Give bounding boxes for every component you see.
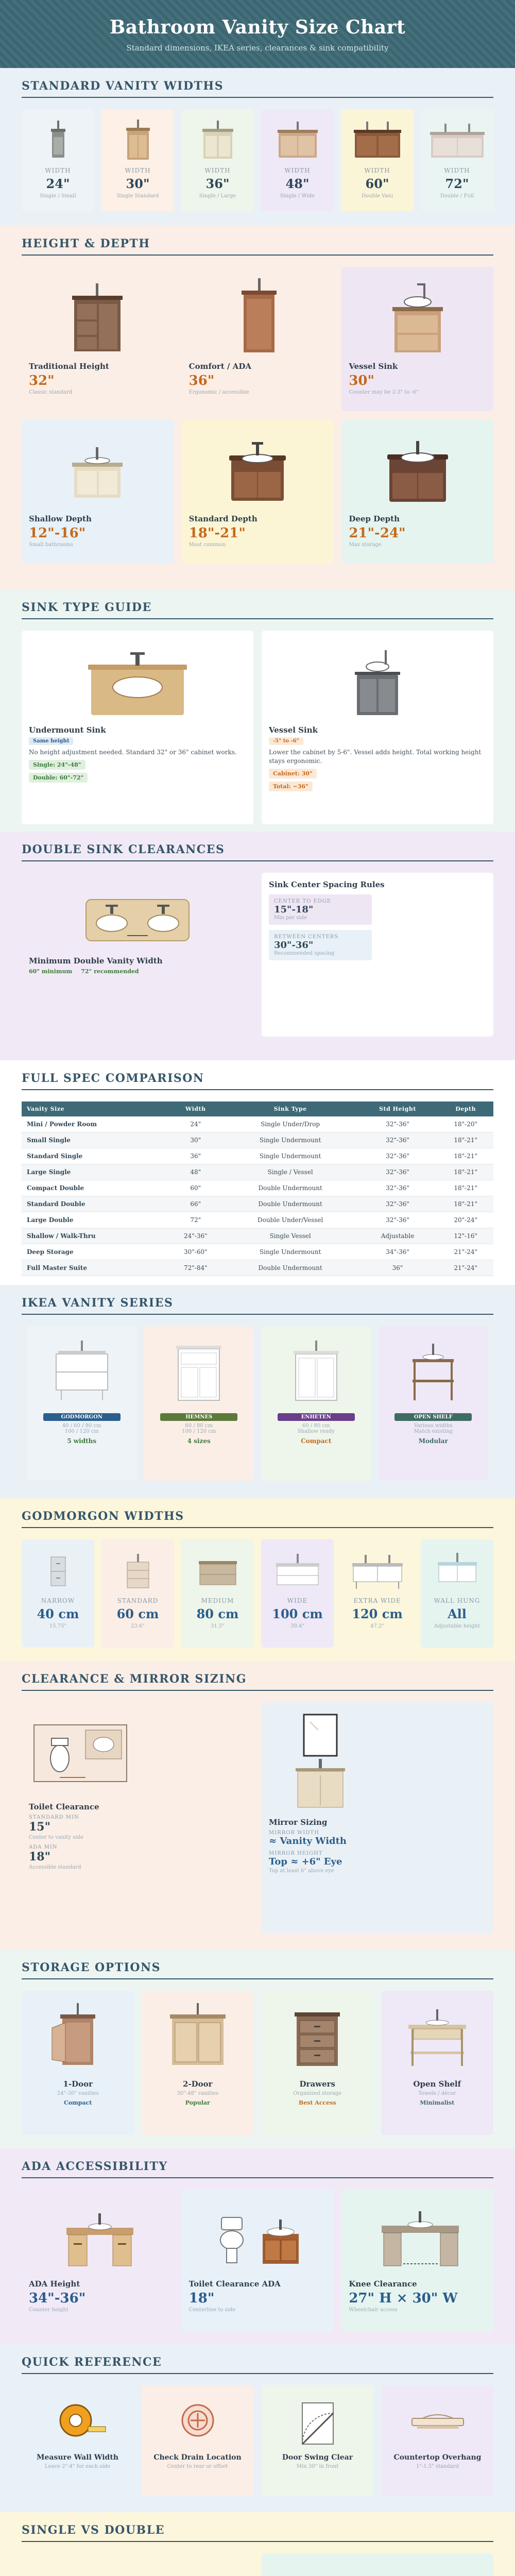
section-title: HEIGHT & DEPTH: [22, 237, 493, 256]
ada-card: ADA Height 34"-36" Counter height: [22, 2190, 174, 2332]
table-cell: 32"-36": [357, 1148, 438, 1164]
quick-card: Measure Wall Width Leave 2"-4" for each side: [22, 2385, 133, 2496]
table-cell: 32"-36": [357, 1132, 438, 1148]
traditional-vanity-icon: [59, 274, 136, 357]
narrow-cabinet-icon: [43, 1547, 74, 1593]
table-cell: 24"-36": [168, 1228, 224, 1244]
quick-card: Countertop Overhang 1"-1.5" standard: [382, 2385, 493, 2496]
vessel-sink-icon: [321, 638, 434, 720]
table-cell: 21"-24": [438, 1260, 493, 1276]
godmorgon-card: STANDARD 60 cm 23.6": [101, 1539, 174, 1648]
section-double-sink: [0, 832, 515, 1060]
table-cell: Adjustable: [357, 1228, 438, 1244]
toilet-clearance-card: Toilet Clearance STANDARD MIN 15" Center to vanity side ADA MIN 18" Accessible standard: [22, 1702, 253, 1934]
section-height-depth: [0, 226, 515, 589]
table-cell: Single Undermount: [224, 1244, 357, 1260]
table-cell: 20"-24": [438, 1212, 493, 1228]
tape-measure-icon: [47, 2393, 109, 2449]
rule-box: BETWEEN CENTERS 30"-36" Recommended spacing: [269, 930, 372, 960]
double-width-card: Minimum Double Vanity Width 60" minimum 72" recommended: [22, 873, 253, 1043]
section-title: FULL SPEC COMPARISON: [22, 1072, 493, 1090]
table-cell: Compact Double: [22, 1180, 168, 1196]
section-title: ADA ACCESSIBILITY: [22, 2160, 493, 2178]
section-title: QUICK REFERENCE: [22, 2355, 493, 2374]
table-row: [22, 1164, 493, 1180]
section-godmorgon: [0, 1498, 515, 1661]
godmorgon-card: WIDE 100 cm 39.4": [261, 1539, 334, 1648]
medium-cabinet-icon: [195, 1547, 241, 1593]
table-cell: 48": [168, 1164, 224, 1180]
table-cell: Single Undermount: [224, 1132, 357, 1148]
table-row: [22, 1148, 493, 1164]
toilet-floorplan-icon: [29, 1709, 132, 1797]
table-cell: 36": [357, 1260, 438, 1276]
storage-card: Drawers Organized storage Best Access: [261, 1991, 374, 2135]
vessel-card: Vessel Sink -5" to -6" Lower the cabinet by 5-6". Vessel adds height. Total working height stays ergonomic. Cabinet: 30" Total: ~36": [262, 631, 493, 824]
table-row: [22, 1228, 493, 1244]
vessel-vanity-icon: [379, 274, 456, 357]
vanity-icon: [274, 116, 321, 163]
ikea-card: OPEN SHELF Various widths Match existing Modular: [379, 1326, 489, 1481]
page-header: [0, 0, 515, 68]
table-cell: 32"-36": [357, 1116, 438, 1132]
table-row: [22, 1196, 493, 1212]
vanity-icon: [120, 116, 156, 163]
table-cell: Double Under/Vessel: [224, 1212, 357, 1228]
mirror-sizing-card: Mirror Sizing MIRROR WIDTH ≈ Vanity Width MIRROR HEIGHT Top ≈ +6" Eye Top at least 6" above eye: [262, 1702, 493, 1934]
depth-card: Standard Depth 18"-21" Most common: [182, 419, 334, 564]
table-cell: 18"-21": [438, 1148, 493, 1164]
section-title: IKEA VANITY SERIES: [22, 1296, 493, 1315]
godmorgon-card: NARROW 40 cm 15.75": [22, 1539, 94, 1648]
table-cell: Standard Single: [22, 1148, 168, 1164]
table-row: [22, 1180, 493, 1196]
table-cell: 72"-84": [168, 1260, 224, 1276]
page-subtitle: Standard dimensions, IKEA series, clearances & sink compatibility: [126, 43, 389, 53]
section-title: STORAGE OPTIONS: [22, 1961, 493, 1979]
section-title: CLEARANCE & MIRROR SIZING: [22, 1672, 493, 1691]
table-cell: Mini / Powder Room: [22, 1116, 168, 1132]
extra-wide-cabinet-icon: [349, 1547, 406, 1593]
mirror-vanity-icon: [269, 1709, 372, 1812]
section-sink-type: [0, 589, 515, 832]
table-cell: 30"-60": [168, 1244, 224, 1260]
table-cell: 18"-21": [438, 1164, 493, 1180]
depth-card: Deep Depth 21"-24" Max storage: [341, 419, 493, 564]
width-card: WIDTH 60" Double Vani: [341, 109, 414, 211]
table-cell: Standard Double: [22, 1196, 168, 1212]
godmorgon-card: WALL HUNG All Adjustable height: [421, 1539, 493, 1648]
section-clearance: [0, 1661, 515, 1950]
table-cell: Small Single: [22, 1132, 168, 1148]
table-cell: 32"-36": [357, 1180, 438, 1196]
table-cell: 66": [168, 1196, 224, 1212]
width-card: WIDTH 24" Single / Small: [22, 109, 94, 211]
table-row: [22, 1212, 493, 1228]
table-cell: Single Under/Drop: [224, 1116, 357, 1132]
table-cell: 21"-24": [438, 1244, 493, 1260]
section-single-double: [0, 2512, 515, 2576]
table-cell: Double Undermount: [224, 1260, 357, 1276]
wall-hung-cabinet-icon: [432, 1547, 483, 1593]
table-cell: 18"-21": [438, 1132, 493, 1148]
ada-vanity-icon: [46, 2197, 149, 2274]
height-card: Traditional Height 32" Classic standard: [22, 267, 174, 411]
ada-card: Knee Clearance 27" H × 30" W Wheelchair access: [341, 2190, 493, 2332]
table-cell: 18"-21": [438, 1180, 493, 1196]
table-cell: Shallow / Walk-Thru: [22, 1228, 168, 1244]
table-cell: Full Master Suite: [22, 1260, 168, 1276]
hemnes-icon: [163, 1333, 235, 1411]
table-cell: 18"-20": [438, 1116, 493, 1132]
enheten-icon: [280, 1333, 352, 1411]
width-card: WIDTH 36" Single / Large: [181, 109, 254, 211]
drain-icon: [167, 2393, 229, 2449]
godmorgon-card: EXTRA WIDE 120 cm 47.2": [341, 1539, 414, 1648]
double-vanity-icon: [305, 2561, 450, 2576]
double-sink-icon: [81, 879, 194, 951]
table-cell: 60": [168, 1180, 224, 1196]
storage-card: 1-Door 24"-30" vanities Compact: [22, 1991, 134, 2135]
table-cell: 32"-36": [357, 1164, 438, 1180]
shallow-vanity-icon: [59, 427, 136, 509]
undermount-card: Undermount Sink Same height No height adjustment needed. Standard 32" or 36" cabinet works. Single: 24"-48" Double: 60"-72": [22, 631, 253, 824]
section-title: SINGLE VS DOUBLE: [22, 2523, 493, 2542]
standard-depth-vanity-icon: [219, 427, 296, 509]
vanity-icon: [429, 116, 486, 163]
width-card: WIDTH 48" Single / Wide: [261, 109, 334, 211]
section-quick: [0, 2344, 515, 2512]
wide-cabinet-icon: [272, 1547, 323, 1593]
section-title: DOUBLE SINK CLEARANCES: [22, 843, 493, 861]
open-shelf-storage-icon: [396, 1998, 478, 2075]
table-cell: 18"-21": [438, 1196, 493, 1212]
rule-box: CENTER TO EDGE 15"-18" Min per side: [269, 894, 372, 925]
vanity-icon: [352, 116, 403, 163]
height-card: Vessel Sink 30" Counter may be 2-3" to -6": [341, 267, 493, 411]
spacing-rules-card: Sink Center Spacing Rules CENTER TO EDGE 15"-18" Min per side BETWEEN CENTERS 30"-36" Recommended spacing: [262, 873, 493, 1037]
godmorgon-icon: [46, 1333, 118, 1411]
spec-table: Vanity Size Width Sink Type Std Height Depth Mini / Powder Room 24" Single Under/Drop 32"-36" 18"-20" Small Single 30" Single Undermount 32"-36" 18"-21" Standard Single 36" Single Undermount 32"-36" 18"-21" Large Single 48" Single / Vessel 32"-36" 18"-21" Compact Double 60" Double Undermount 32"-36" 18"-21" Standard Double 66" Double Undermount 32"-36" 18"-21" Large Double 72" Double Under/Vessel 32"-36" 20"-24" Shallow / Walk-Thru 24"-36" Single Vessel Adjustable 12"-16" Deep Storage 30"-60" Single Undermount 34"-36" 21"-24" Full Master Suite 72"-84" Double Undermount 36" 21"-24": [22, 1101, 493, 1276]
height-card: Comfort / ADA 36" Ergonomic / accessible: [182, 267, 334, 411]
two-door-icon: [157, 1998, 239, 2075]
single-vanity-card: [22, 2553, 253, 2576]
section-title: SINK TYPE GUIDE: [22, 601, 493, 619]
table-cell: 34"-36": [357, 1244, 438, 1260]
table-cell: 32"-36": [357, 1212, 438, 1228]
one-door-icon: [42, 1998, 114, 2075]
table-cell: 24": [168, 1116, 224, 1132]
table-cell: Single Undermount: [224, 1148, 357, 1164]
table-cell: 36": [168, 1148, 224, 1164]
open-shelf-icon: [397, 1333, 469, 1411]
table-cell: Single / Vessel: [224, 1164, 357, 1180]
double-vanity-card: [262, 2553, 493, 2576]
section-ikea: [0, 1285, 515, 1498]
table-cell: Double Undermount: [224, 1180, 357, 1196]
section-spec: [0, 1060, 515, 1285]
table-cell: 32"-36": [357, 1196, 438, 1212]
standard-cabinet-icon: [120, 1547, 156, 1593]
table-cell: Deep Storage: [22, 1244, 168, 1260]
quick-card: Check Drain Location Center to rear or offset: [142, 2385, 253, 2496]
table-cell: Double Undermount: [224, 1196, 357, 1212]
door-swing-icon: [287, 2393, 349, 2449]
depth-card: Shallow Depth 12"-16" Small bathrooms: [22, 419, 174, 564]
storage-card: 2-Door 30"-48" vanities Popular: [142, 1991, 254, 2135]
table-row: [22, 1132, 493, 1148]
page-title: Bathroom Vanity Size Chart: [109, 16, 406, 38]
section-title: STANDARD VANITY WIDTHS: [22, 79, 493, 98]
vanity-icon: [197, 116, 238, 163]
section-ada: [0, 2148, 515, 2344]
section-title: GODMORGON WIDTHS: [22, 1510, 493, 1528]
table-cell: 30": [168, 1132, 224, 1148]
table-cell: 12"-16": [438, 1228, 493, 1244]
ada-card: Toilet Clearance ADA 18" Centerline to side: [182, 2190, 334, 2332]
width-card: WIDTH 72" Double / Full: [421, 109, 493, 211]
countertop-icon: [402, 2393, 474, 2449]
table-cell: Single Vessel: [224, 1228, 357, 1244]
ikea-card: GODMORGON 40 / 60 / 80 cm 100 / 120 cm 5 widths: [27, 1326, 137, 1481]
table-cell: 72": [168, 1212, 224, 1228]
drawers-icon: [281, 1998, 353, 2075]
table-cell: Large Double: [22, 1212, 168, 1228]
table-row: [22, 1116, 493, 1132]
single-vanity-icon: [76, 2561, 199, 2576]
quick-card: Door Swing Clear Min 30" in front: [262, 2385, 373, 2496]
table-row: [22, 1260, 493, 1276]
storage-card: Open Shelf Towels / décor Minimalist: [381, 1991, 494, 2135]
knee-clearance-icon: [366, 2197, 469, 2274]
section-widths: [0, 68, 515, 226]
ikea-card: HEMNES 60 / 80 cm 100 / 120 cm 4 sizes: [144, 1326, 254, 1481]
ada-toilet-icon: [206, 2197, 309, 2274]
undermount-sink-icon: [81, 638, 194, 720]
table-cell: Large Single: [22, 1164, 168, 1180]
godmorgon-card: MEDIUM 80 cm 31.5": [181, 1539, 254, 1648]
table-row: [22, 1244, 493, 1260]
section-storage: [0, 1950, 515, 2148]
deep-depth-vanity-icon: [379, 427, 456, 509]
width-card: WIDTH 30" Single Standard: [101, 109, 174, 211]
comfort-vanity-icon: [219, 274, 296, 357]
vanity-icon: [43, 116, 74, 163]
ikea-card: ENHETEN 60 / 80 cm Shallow ready Compact: [261, 1326, 371, 1481]
